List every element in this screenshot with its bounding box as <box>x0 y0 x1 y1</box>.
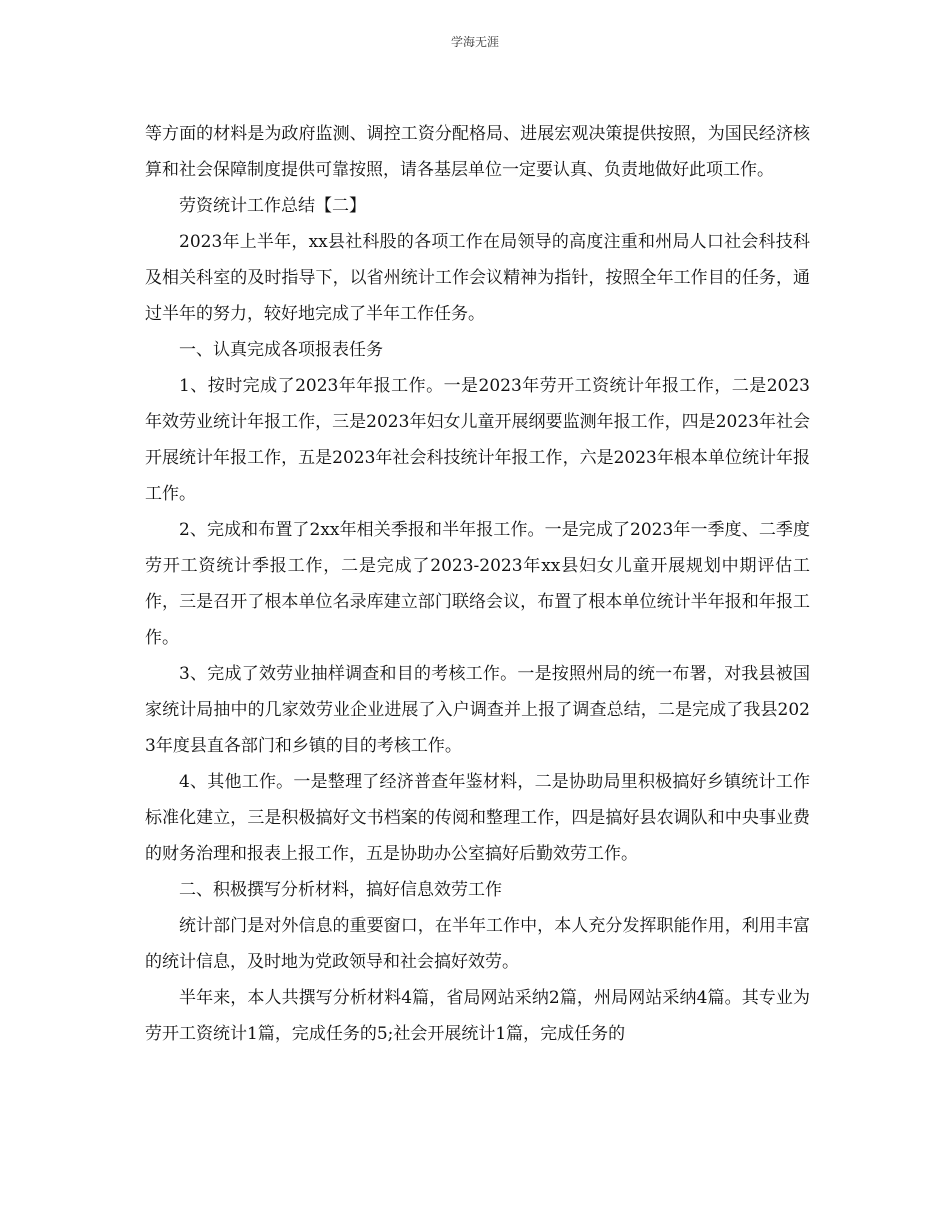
paragraph-3: 2023年上半年，xx县社科股的各项工作在局领导的高度注重和州局人口社会科技科及相关科室的及时指导下，以省州统计工作会议精神为指针，按照全年工作目的任务，通过半年的努力，较好地完成了半年工作任务。 <box>145 232 810 324</box>
paragraph-11: 半年来，本人共撰写分析材料4篇，省局网站采纳2篇，州局网站采纳4篇。其专业为劳开工资统计1篇，完成任务的5;社会开展统计1篇，完成任务的 <box>145 988 810 1044</box>
paragraph-8: 4、其他工作。一是整理了经济普查年鉴材料，二是协助局里积极搞好乡镇统计工作标准化建立，三是积极搞好文书档案的传阅和整理工作，四是搞好县农调队和中央事业费的财务治理和报表上报工作，五是协助办公室搞好后勤效劳工作。 <box>145 772 810 864</box>
page-header: 学海无涯 <box>450 35 499 49</box>
heading-2: 二、积极撰写分析材料，搞好信息效劳工作 <box>179 880 502 900</box>
heading-1: 一、认真完成各项报表任务 <box>179 340 383 360</box>
paragraph-10: 统计部门是对外信息的重要窗口，在半年工作中，本人充分发挥职能作用，利用丰富的统计信息，及时地为党政领导和社会搞好效劳。 <box>145 916 810 972</box>
paragraph-1: 等方面的材料是为政府监测、调控工资分配格局、进展宏观决策提供按照，为国民经济核算和社会保障制度提供可靠按照，请各基层单位一定要认真、负责地做好此项工作。 <box>145 124 810 180</box>
paragraph-5: 1、按时完成了2023年年报工作。一是2023年劳开工资统计年报工作，二是2023年效劳业统计年报工作，三是2023年妇女儿童开展纲要监测年报工作，四是2023年社会开展统计年报工作，五是2023年社会科技统计年报工作，六是2023年根本单位统计年报工作。 <box>145 376 810 504</box>
paragraph-6: 2、完成和布置了2xx年相关季报和半年报工作。一是完成了2023年一季度、二季度劳开工资统计季报工作，二是完成了2023-2023年xx县妇女儿童开展规划中期评估工作，三是召开了根本单位名录库建立部门联络会议，布置了根本单位统计半年报和年报工作。 <box>145 520 810 648</box>
document-body <box>145 116 810 1052</box>
paragraph-7: 3、完成了效劳业抽样调查和目的考核工作。一是按照州局的统一布署，对我县被国家统计局抽中的几家效劳业企业进展了入户调查并上报了调查总结，二是完成了我县2023年度县直各部门和乡镇的目的考核工作。 <box>145 664 810 756</box>
section-title-2: 劳资统计工作总结【二】 <box>179 196 366 216</box>
